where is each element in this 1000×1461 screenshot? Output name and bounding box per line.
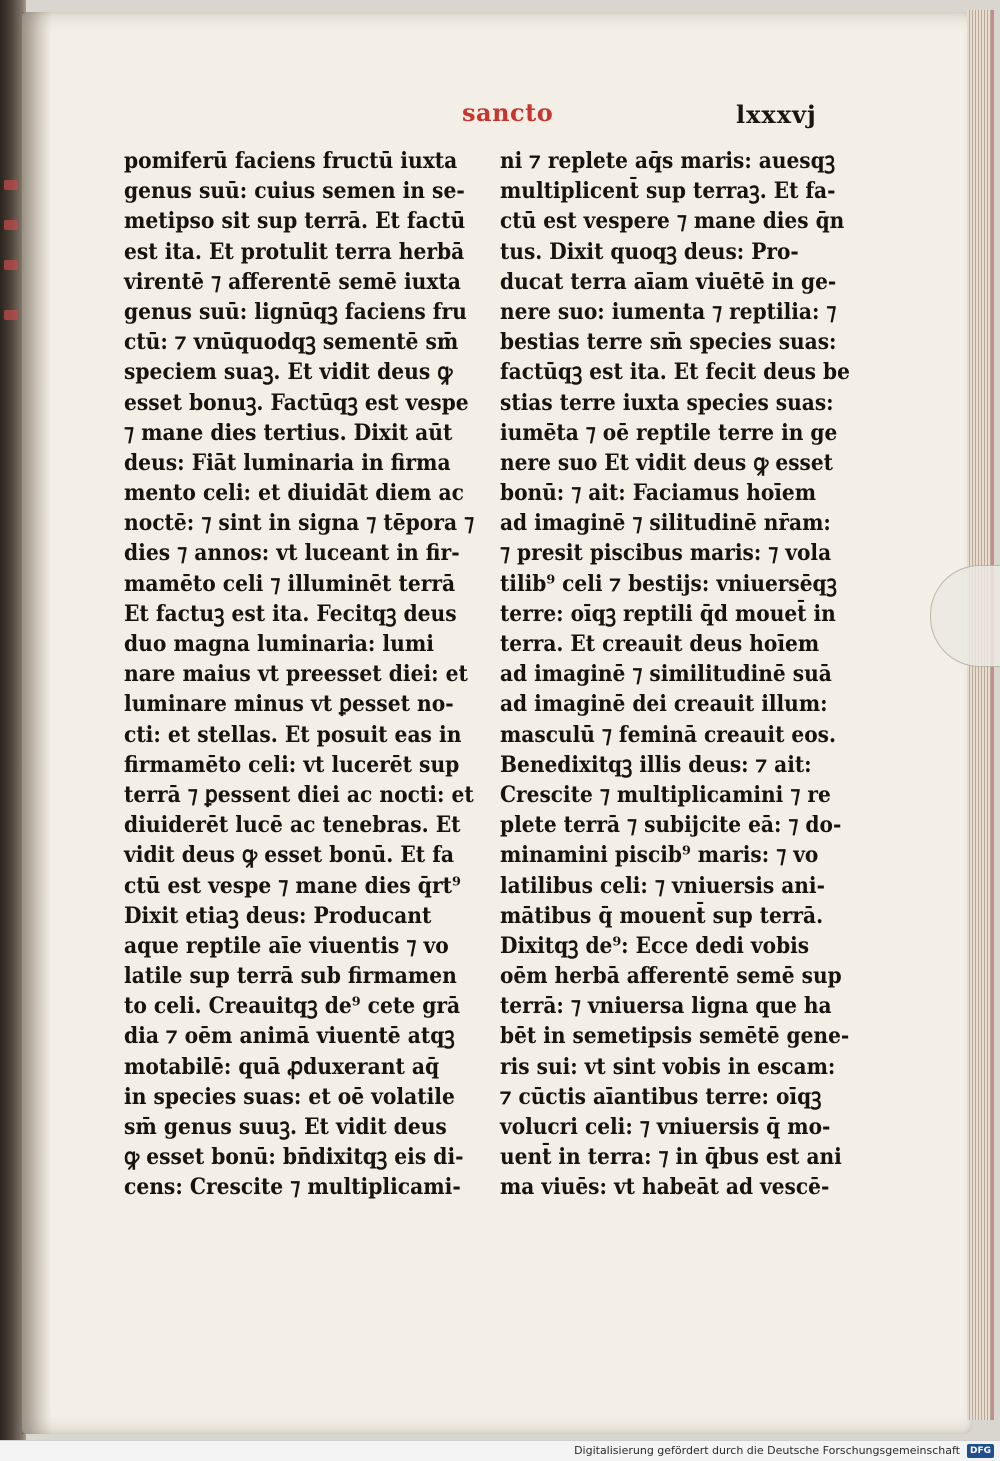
text-line: sm̄ genus suuꝫ. Et vidit deus	[124, 1114, 447, 1140]
text-line: iumēta ⁊ oē reptile terre in ge	[500, 419, 838, 446]
text-line: virentē ⁊ afferentē semē iuxta	[124, 268, 461, 295]
text-line: ma viuēs: vt habeāt ad vescē-	[500, 1174, 830, 1201]
text-line: cens: Crescite ⁊ multiplicami-	[124, 1174, 461, 1201]
text-line: terrā ⁊ ꝑessent diei ac nocti: et	[124, 781, 474, 808]
text-line: Dixit etiaꝫ deus: Producant	[124, 902, 432, 929]
text-line: masculū ⁊ feminā creauit eos.	[500, 721, 836, 748]
text-line: ꝙ esset bonū: bn̄dixitqꝫ eis di-	[124, 1144, 464, 1171]
text-line: Crescite ⁊ multiplicamini ⁊ re	[500, 781, 831, 808]
text-line: luminare minus vt ꝑesset no-	[124, 691, 454, 718]
text-line: genus suū: lignūqꝫ faciens fru	[124, 298, 467, 325]
text-line: to celi. Creauitqꝫ de⁹ cete grā	[124, 993, 461, 1020]
text-line: stias terre iuxta species suas:	[500, 389, 834, 416]
text-line: nere suo: iumenta ⁊ reptilia: ⁊	[500, 298, 837, 325]
text-line: factūqꝫ est ita. Et fecit deus be	[500, 359, 850, 386]
text-line: mamēto celi ⁊ illuminēt terrā	[124, 570, 456, 597]
text-line: multiplicent̄ sup terraꝫ. Et fa-	[500, 178, 836, 205]
text-line: ad imaginē ⁊ similitudinē suā	[500, 661, 832, 688]
page-edges	[967, 10, 994, 1420]
text-line: nere suo Et vidit deus ꝙ esset	[500, 449, 833, 476]
text-line: bestias terre sm̄ species suas:	[500, 329, 837, 356]
text-line: duo magna luminaria: lumi	[124, 631, 434, 657]
folio-number: lxxxvj	[736, 100, 817, 129]
text-column-right	[500, 146, 891, 1203]
text-line: aque reptile aīe viuentis ⁊ vo	[124, 932, 449, 959]
running-title	[462, 98, 553, 127]
text-line: nare maius vt preesset diei: et	[124, 661, 468, 688]
text-line: Dixitqꝫ de⁹: Ecce dedi vobis	[500, 932, 810, 959]
text-line: mātibus q̄ mouent̄ sup terrā.	[500, 902, 824, 929]
text-line: diuiderēt lucē ac tenebras. Et	[124, 812, 461, 839]
text-line: ctū est vespere ⁊ mane dies q̄n	[500, 208, 845, 235]
text-line: Et factuꝫ est ita. Fecitqꝫ deus	[124, 600, 457, 627]
text-line: latile sup terrā sub firmamen	[124, 963, 457, 990]
text-line: bēt in semetipsis semētē gene-	[500, 1023, 850, 1050]
text-line: pomiferū faciens fructū iuxta	[124, 148, 458, 174]
text-line: tilib⁹ celi ⁊ bestijs: vniuersēqꝫ	[500, 570, 837, 597]
text-line: terre: oīqꝫ reptili q̄d mouet̄ in	[500, 600, 836, 627]
gutter-shadow	[22, 12, 52, 1434]
text-line: dies ⁊ annos: vt luceant in fir-	[124, 540, 460, 567]
text-line: terra. Et creauit deus hoīem	[500, 631, 820, 657]
rubric-mark	[4, 180, 18, 190]
text-line: noctē: ⁊ sint in signa ⁊ tēpora ⁊	[124, 510, 475, 537]
running-title-text: sancto	[462, 98, 554, 127]
text-line: volucri celi: ⁊ vniuersis q̄ mo-	[500, 1114, 831, 1140]
text-line: bonū: ⁊ ait: Faciamus hoīem	[500, 480, 817, 507]
footer-bar	[0, 1440, 1000, 1461]
text-line: metipso sit sup terrā. Et factū	[124, 208, 466, 235]
text-line: cti: et stellas. Et posuit eas in	[124, 721, 462, 748]
text-line: oēm herbā afferentē semē sup	[500, 963, 842, 990]
text-line: plete terrā ⁊ subijcite eā: ⁊ do-	[500, 812, 842, 839]
text-column-left	[124, 146, 513, 1203]
text-line: terrā: ⁊ vniuersa ligna que ha	[500, 993, 832, 1020]
text-line: ad imaginē ⁊ silitudinē nr̄am:	[500, 510, 831, 537]
text-line: uent̄ in terra: ⁊ in q̄bus est ani	[500, 1144, 842, 1171]
text-line: ⁊ presit piscibus maris: ⁊ vola	[500, 540, 832, 567]
text-line: tus. Dixit quoqꝫ deus: Pro-	[500, 238, 799, 265]
text-line: ris sui: vt sint vobis in escam:	[500, 1053, 836, 1080]
text-line: ⁊ cūctis aīantibus terre: oīqꝫ	[500, 1083, 822, 1110]
text-line: est ita. Et protulit terra herbā	[124, 238, 465, 265]
text-line: ducat terra aīam viuētē in ge-	[500, 268, 837, 295]
text-line: ad imaginē dei creauit illum:	[500, 691, 828, 718]
footer-credit: Digitalisierung gefördert durch die Deutsche Forschungsgemeinschaft	[574, 1444, 960, 1457]
rubric-mark	[4, 310, 18, 320]
text-line: esset bonuꝫ. Factūqꝫ est vespe	[124, 389, 469, 416]
text-line: vidit deus ꝙ esset bonū. Et fa	[124, 842, 455, 869]
text-line: motabilē: quā ꝓduxerant aq̄	[124, 1053, 440, 1080]
text-line: Benedixitqꝫ illis deus: ⁊ ait:	[500, 751, 812, 778]
text-line: dia ⁊ oēm animā viuentē atqꝫ	[124, 1023, 455, 1050]
text-line: speciem suaꝫ. Et vidit deus ꝙ	[124, 359, 453, 386]
text-line: ctū est vespe ⁊ mane dies q̄rt⁹	[124, 872, 461, 899]
text-line: genus suū: cuius semen in se-	[124, 178, 465, 205]
text-line: ni ⁊ replete aq̄s maris: auesqꝫ	[500, 148, 836, 174]
text-line: latilibus celi: ⁊ vniuersis ani-	[500, 872, 825, 899]
text-line: minamini piscib⁹ maris: ⁊ vo	[500, 842, 819, 869]
text-line: mento celi: et diuidāt diem ac	[124, 480, 464, 507]
text-line: in species suas: et oē volatile	[124, 1083, 455, 1110]
text-line: deus: Fiāt luminaria in firma	[124, 449, 451, 476]
dfg-logo: DFG	[967, 1444, 994, 1458]
text-line: ctū: ⁊ vnūquodqꝫ sementē sm̄	[124, 329, 459, 356]
rubric-mark	[4, 260, 18, 270]
text-line: ⁊ mane dies tertius. Dixit aūt	[124, 419, 453, 446]
rubric-mark	[4, 220, 18, 230]
text-line: firmamēto celi: vt lucerēt sup	[124, 751, 460, 778]
